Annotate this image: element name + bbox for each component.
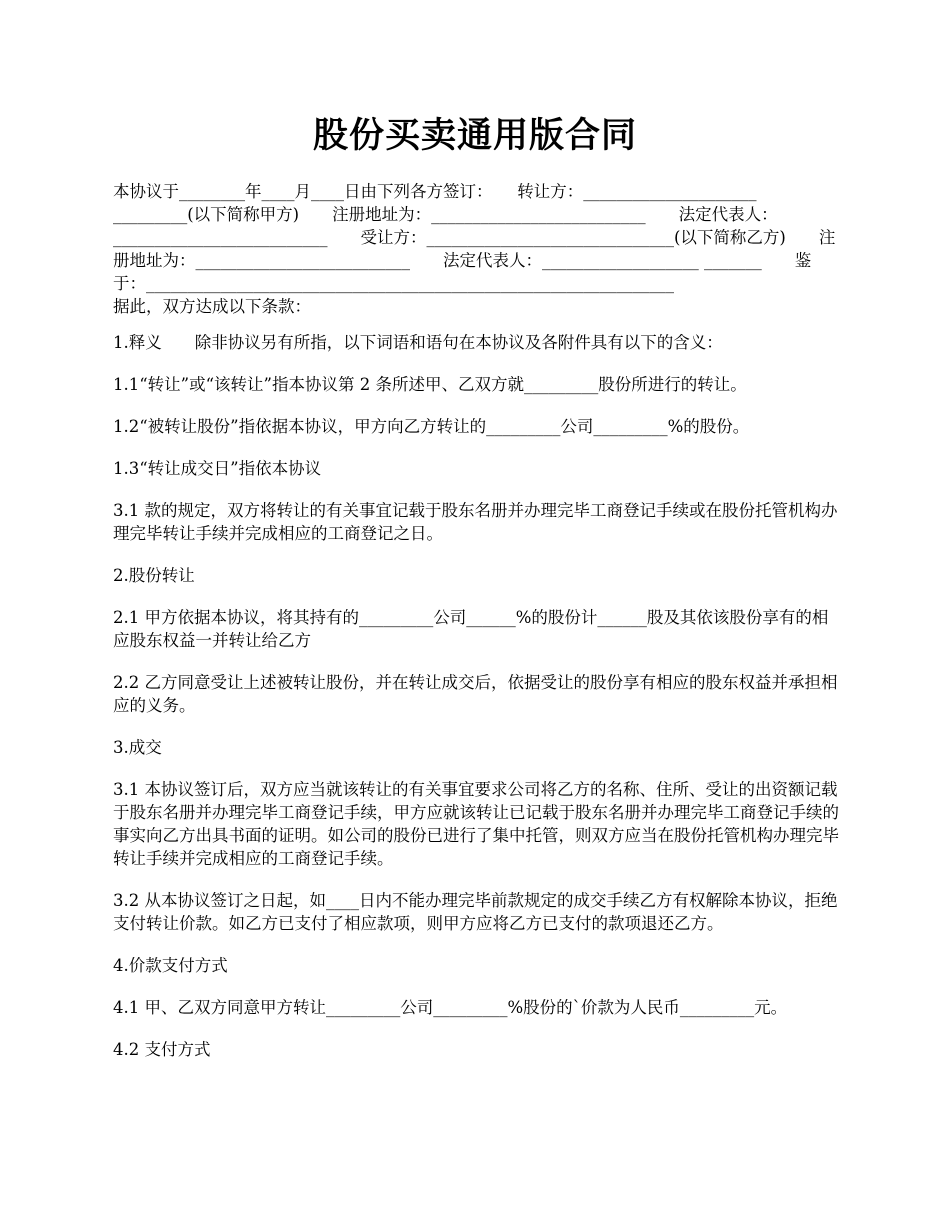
- clause-2-heading: 2.股份转让: [113, 566, 195, 585]
- agreement-lead-paragraph: 据此，双方达成以下条款：: [113, 297, 311, 316]
- document-body: [113, 180, 840, 1080]
- clause-3-1: 3.1 本协议签订后，双方应当就该转让的有关事宜要求公司将乙方的名称、住所、受让的出资额记载于股东名册并办理完毕工商登记手续，甲方应就该转让已记载于股东名册并办理完毕工商登记手续的事实向乙方出具书面的证明。如公司的股份已进行了集中托管，则双方应当在股份托管机构办理完毕转让手续并完成相应的工商登记手续。: [113, 780, 839, 868]
- clause-3-heading: 3.成交: [113, 738, 162, 757]
- document-title: 股份买卖通用版合同: [312, 115, 637, 156]
- clause-4-2: 4.2 支付方式: [113, 1040, 211, 1059]
- clause-1-3: 1.3“转让成交日”指依本协议: [113, 459, 322, 478]
- clause-2-1: 2.1 甲方依据本协议，将其持有的_________公司______%的股份计______股及其依该股份享有的相应股东权益一并转让给乙方: [113, 608, 829, 650]
- clause-1-heading: 1.释义 除非协议另有所指，以下词语和语句在本协议及各附件具有以下的含义：: [113, 333, 723, 352]
- clause-3-1-reference: 3.1 款的规定，双方将转让的有关事宜记载于股东名册并办理完毕工商登记手续或在股份托管机构办理完毕转让手续并完成相应的工商登记之日。: [113, 501, 838, 543]
- clause-1-2: 1.2“被转让股份”指依据本协议，甲方向乙方转让的_________公司_________%的股份。: [113, 417, 750, 436]
- clause-4-heading: 4.价款支付方式: [113, 956, 228, 975]
- clause-1-1: 1.1“转让”或“该转让”指本协议第 2 条所述甲、乙双方就_________股份所进行的转让。: [113, 375, 747, 394]
- clause-2-2: 2.2 乙方同意受让上述被转让股份，并在转让成交后，依据受让的股份享有相应的股东权益并承担相应的义务。: [113, 673, 838, 715]
- clause-3-2: 3.2 从本协议签订之日起，如____日内不能办理完毕前款规定的成交手续乙方有权解除本协议，拒绝支付转让价款。如乙方已支付了相应款项，则甲方应将乙方已支付的款项退还乙方。: [113, 891, 838, 933]
- signing-parties-paragraph: 本协议于________年____月____日由下列各方签订： 转让方：_____________________ _________(以下简称甲方) 注册地址为：__________________________ 法定代表人：__________________________ 受让方：______________________________(以下简称乙方) 注册地址为：__________________________ 法定代表人：___________________ _______ 鉴于：________________________________________________________________: [113, 182, 836, 293]
- clause-4-1: 4.1 甲、乙双方同意甲方转让_________公司_________%股份的`价款为人民币_________元。: [113, 998, 788, 1017]
